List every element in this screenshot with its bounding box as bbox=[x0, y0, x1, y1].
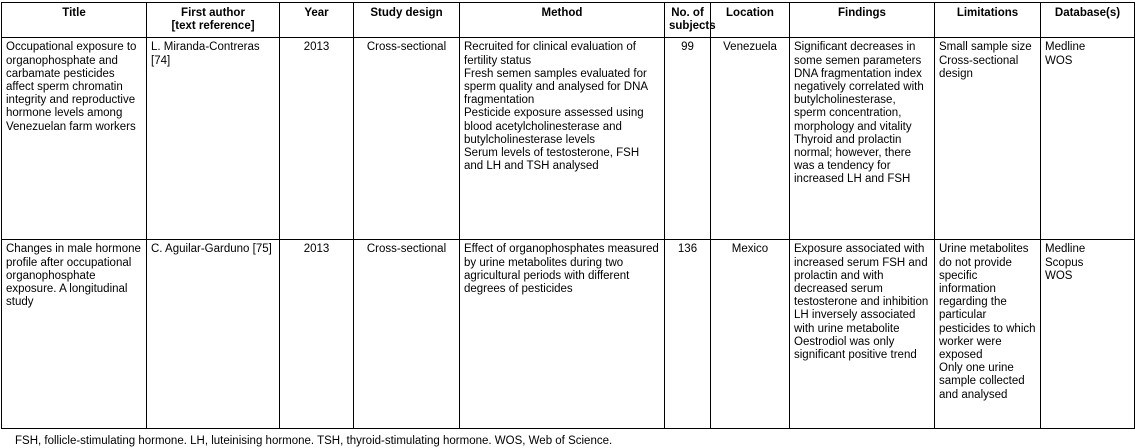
cell-text-line: Small sample size bbox=[939, 41, 1032, 54]
cell-text-line: Medline bbox=[1045, 41, 1086, 54]
column-header-study-design-line1: Study design bbox=[370, 7, 443, 19]
cell-text-line: Recruited for clinical evaluation of fertility status bbox=[464, 41, 636, 67]
cell-text-line: Urine metabolites do not provide specific information regarding the particular pesticides to which worker were exposed bbox=[939, 243, 1036, 362]
column-header-year bbox=[280, 3, 354, 38]
cell-text-line: Scopus bbox=[1045, 256, 1084, 269]
cell-text-line: Pesticide exposure assessed using blood acetylcholinesterase and butylcholinesterase levels bbox=[464, 107, 644, 146]
cell-text-line: WOS bbox=[1045, 269, 1073, 282]
cell-text-line: Exposure associated with increased serum FSH and prolactin and with decreased serum testosterone and inhibition bbox=[794, 243, 929, 309]
cell-location: Mexico bbox=[711, 240, 790, 429]
column-header-limitations-line1: Limitations bbox=[956, 7, 1019, 19]
cell-year: 2013 bbox=[280, 38, 354, 240]
column-header-location bbox=[711, 3, 790, 38]
column-header-method bbox=[460, 3, 665, 38]
cell-text-line: Medline bbox=[1045, 243, 1086, 256]
table-header-row bbox=[2, 3, 1135, 38]
column-header-study-design bbox=[354, 3, 460, 38]
cell-text-line: Significant decreases in some semen parameters bbox=[794, 41, 922, 67]
cell-no-of-subjects: 99 bbox=[665, 38, 711, 240]
cell-method bbox=[460, 240, 665, 429]
column-header-author-line1: First author bbox=[181, 7, 245, 19]
column-header-findings-line1: Findings bbox=[838, 7, 886, 19]
evidence-table bbox=[1, 2, 1135, 429]
cell-databases bbox=[1041, 240, 1135, 429]
column-header-method-line1: Method bbox=[541, 7, 583, 19]
cell-databases bbox=[1041, 38, 1135, 240]
column-header-title-line1: Title bbox=[62, 7, 86, 19]
cell-limitations bbox=[935, 240, 1041, 429]
column-header-location-line1: Location bbox=[726, 7, 774, 19]
cell-text-line: Serum levels of testosterone, FSH and LH and TSH analysed bbox=[464, 147, 640, 173]
table-footnote: FSH, follicle-stimulating hormone. LH, luteinising hormone. TSH, thyroid-stimulating hormone. WOS, Web of Science. bbox=[15, 435, 613, 448]
column-header-title bbox=[2, 3, 147, 38]
cell-method bbox=[460, 38, 665, 240]
cell-findings bbox=[790, 38, 935, 240]
column-header-limitations bbox=[935, 3, 1041, 38]
cell-text-line: Thyroid and prolactin normal; however, there was a tendency for increased LH and FSH bbox=[794, 133, 911, 186]
column-header-year-line1: Year bbox=[304, 7, 329, 19]
cell-text-line: LH inversely associated with urine metabolite bbox=[794, 309, 916, 335]
cell-limitations bbox=[935, 38, 1041, 240]
column-header-author-line2: [text reference] bbox=[171, 20, 255, 33]
cell-title: Occupational exposure to organophosphate and carbamate pesticides affect sperm chromatin integrity and reproductive hormone levels among Venezuelan farm workers bbox=[2, 38, 147, 240]
column-header-databases-line1: Database(s) bbox=[1054, 7, 1121, 19]
column-header-databases bbox=[1041, 3, 1135, 38]
cell-study-design: Cross-sectional bbox=[354, 240, 460, 429]
cell-text-line: WOS bbox=[1045, 54, 1073, 67]
cell-no-of-subjects: 136 bbox=[665, 240, 711, 429]
table-row bbox=[2, 38, 1135, 240]
cell-location: Venezuela bbox=[711, 38, 790, 240]
cell-text-line: Oestrodiol was only significant positive trend bbox=[794, 335, 917, 362]
column-header-no-of-subjects-line1: No. of bbox=[671, 7, 704, 19]
table-header bbox=[2, 3, 1135, 38]
table-body bbox=[2, 38, 1135, 429]
cell-first-author: C. Aguilar-Garduno [75] bbox=[147, 240, 280, 429]
cell-text-line: Only one urine sample collected and analysed bbox=[939, 362, 1025, 401]
cell-text-line: Fresh semen samples evaluated for sperm quality and analysed for DNA fragmentation bbox=[464, 67, 648, 107]
column-header-no-of-subjects bbox=[665, 3, 716, 38]
cell-study-design: Cross-sectional bbox=[354, 38, 460, 240]
cell-text-line: Cross-sectional design bbox=[939, 54, 1019, 80]
column-header-author bbox=[147, 3, 280, 38]
column-header-no-of-subjects-line2: subjects bbox=[669, 20, 716, 33]
cell-first-author: L. Miranda-Contreras [74] bbox=[147, 38, 280, 240]
cell-title: Changes in male hormone profile after occupational organophosphate exposure. A longitudinal study bbox=[2, 240, 147, 429]
column-header-findings bbox=[790, 3, 935, 38]
table-row bbox=[2, 240, 1135, 429]
cell-findings bbox=[790, 240, 935, 429]
cell-text-line: DNA fragmentation index negatively correlated with butylcholinesterase, sperm concentration, morphology and vitality bbox=[794, 67, 924, 133]
cell-year: 2013 bbox=[280, 240, 354, 429]
cell-text-line: Effect of organophosphates measured by urine metabolites during two agricultural periods with different degrees of pesticides bbox=[464, 243, 659, 296]
